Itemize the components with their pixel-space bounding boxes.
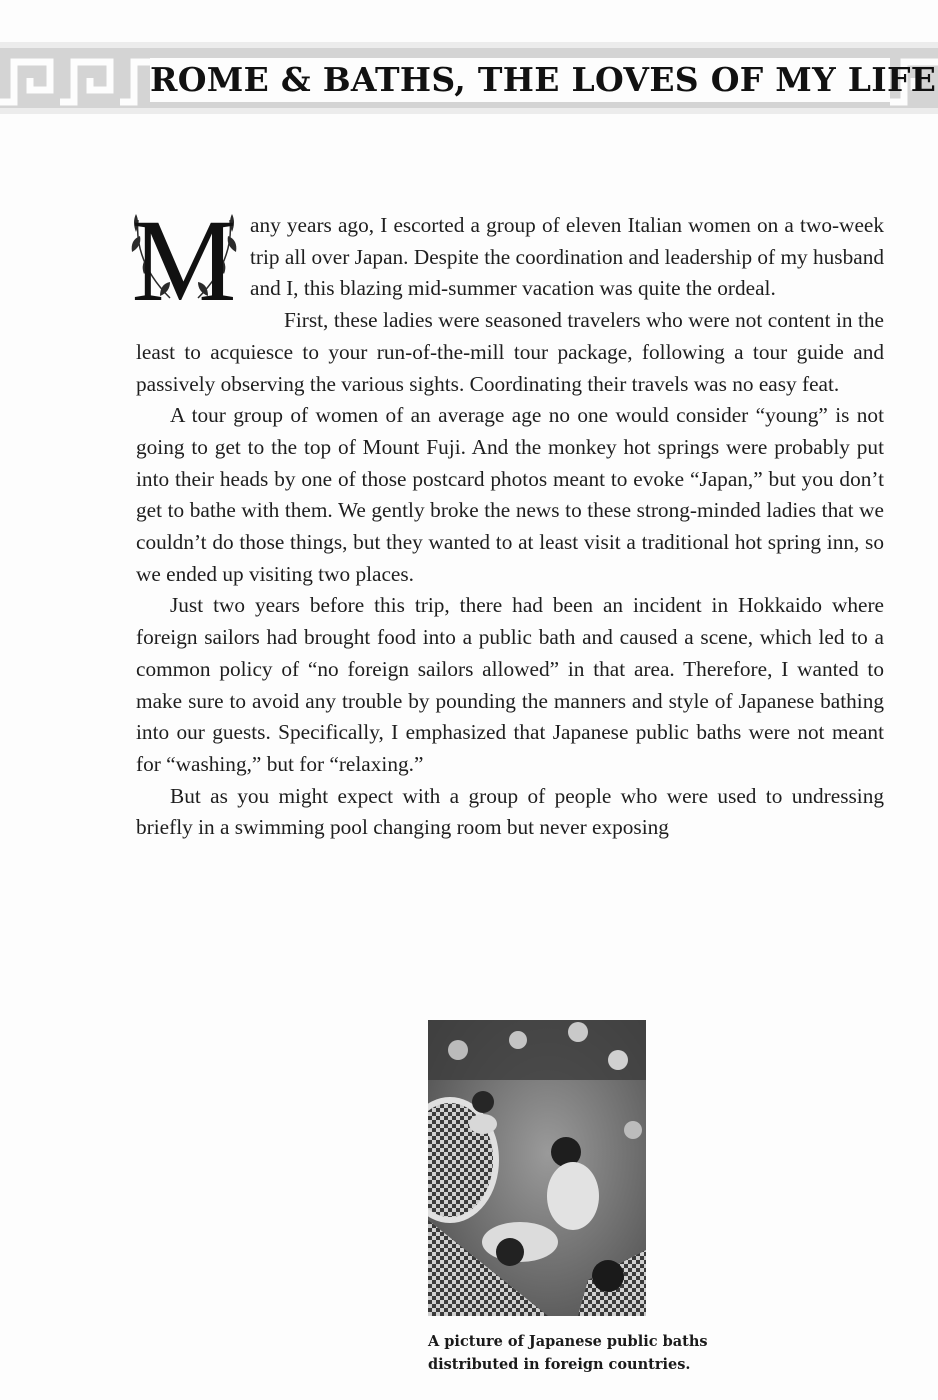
paragraph: First, these ladies were seasoned travelers who were not content in the least to acquiesce to your run-of-the-mill tour package, following a tour guide and passively observing the various sights. Coordinating their travels was no easy feat. bbox=[136, 308, 884, 396]
article-body bbox=[131, 195, 884, 844]
paragraph: Just two years before this trip, there had been an incident in Hokkaido where foreign sailors had brought food into a public bath and caused a scene, which led to a common policy of “no foreign sailors allowed” in that area. Therefore, I wanted to make sure to avoid any trouble by pounding the manners and style of Japanese bathing into our guests. Specifically, I emphasized that Japanese public baths were not meant for “washing,” but for “relaxing.” bbox=[136, 593, 884, 776]
page-title: ROME & BATHS, THE LOVES OF MY LIFE bbox=[150, 58, 890, 102]
paragraph-first bbox=[131, 195, 884, 326]
paragraph: A tour group of women of an average age no one would consider “young” is not going to get to the top of Mount Fuji. And the monkey hot springs were probably put into their heads by one of those postcard photos meant to evoke “Japan,” but you don’t get to bathe with them. We gently broke the news to these strong-minded ladies that we couldn’t do those things, but they wanted to at least visit a traditional hot spring inn, so we ended up visiting two places. bbox=[136, 403, 884, 586]
caption-line: distributed in foreign countries. bbox=[428, 1356, 691, 1373]
bathhouse-photo bbox=[428, 1020, 646, 1316]
drop-cap: M bbox=[131, 195, 237, 326]
caption-line: A picture of Japanese public baths bbox=[428, 1333, 708, 1350]
bathhouse-photo-icon bbox=[428, 1020, 646, 1316]
paragraph-first-text: any years ago, I escorted a group of eleven Italian women on a two-week trip all over Japan. Despite the coordination and leadership of my husband and I, this blazing mid-summer vacation was quite the ordeal. bbox=[250, 213, 884, 301]
paragraph: But as you might expect with a group of people who were used to undressing briefly in a swimming pool changing room but never exposing bbox=[136, 783, 884, 840]
photo-caption bbox=[428, 1330, 748, 1376]
